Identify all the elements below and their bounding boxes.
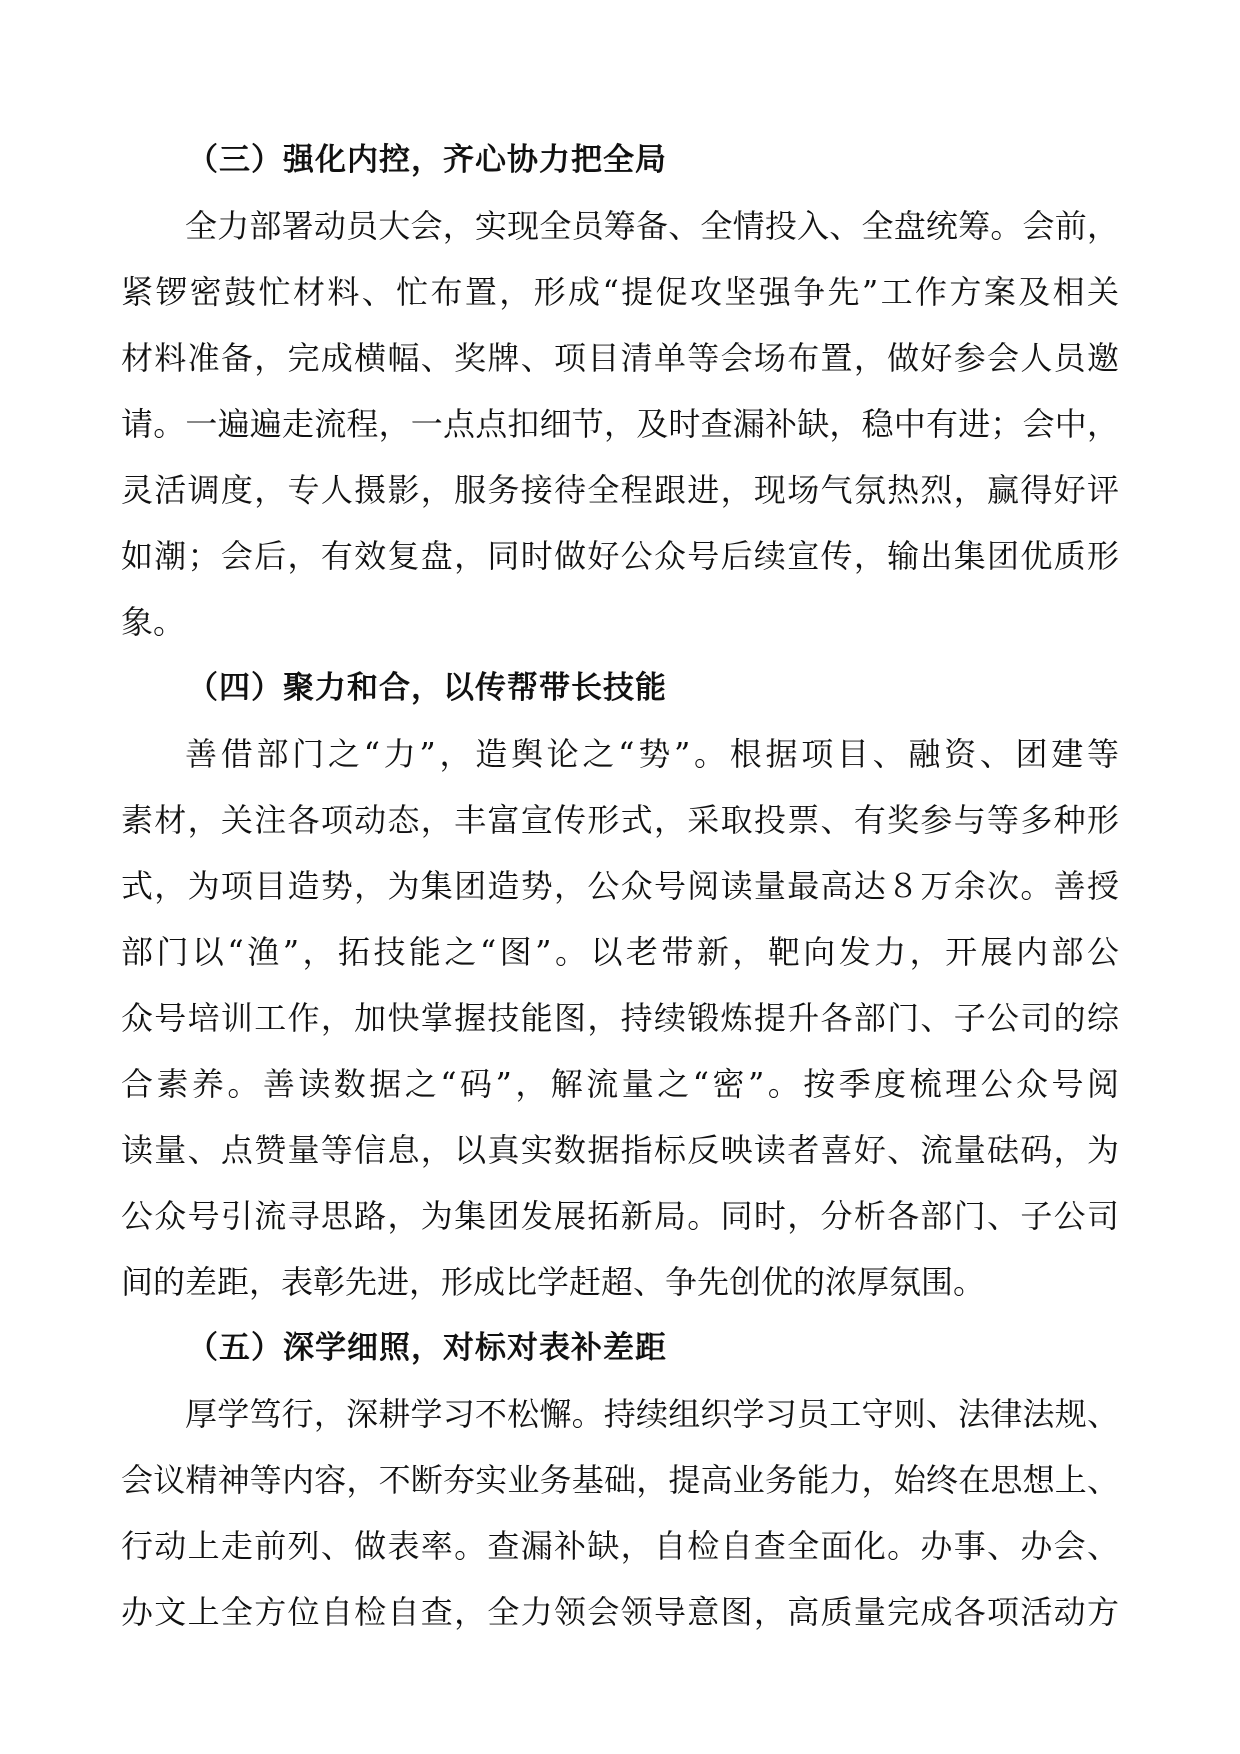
paragraph-line: 象。 xyxy=(121,603,186,641)
paragraph-line: 厚学笃行，深耕学习不松懈。持续组织学习员工守则、法律法规、 xyxy=(185,1395,1119,1433)
paragraph-line: 材料准备，完成横幅、奖牌、项目清单等会场布置，做好参会人员邀 xyxy=(121,339,1119,377)
paragraph-line: 合素养。善读数据之“码”，解流量之“密”。按季度梳理公众号阅 xyxy=(121,1065,1119,1103)
paragraph-line: 如潮；会后，有效复盘，同时做好公众号后续宣传，输出集团优质形 xyxy=(121,537,1119,575)
paragraph-line: 全力部署动员大会，实现全员筹备、全情投入、全盘统筹。会前， xyxy=(185,207,1119,245)
paragraph-line: 众号培训工作，加快掌握技能图，持续锻炼提升各部门、子公司的综 xyxy=(121,999,1119,1037)
section-heading: （四）聚力和合，以传帮带长技能 xyxy=(187,670,667,706)
paragraph-line: 读量、点赞量等信息，以真实数据指标反映读者喜好、流量砝码，为 xyxy=(121,1131,1119,1169)
section-heading: （三）强化内控，齐心协力把全局 xyxy=(187,142,667,178)
paragraph-line: 紧锣密鼓忙材料、忙布置，形成“提促攻坚强争先”工作方案及相关 xyxy=(121,273,1119,311)
paragraph-line: 善借部门之“力”，造舆论之“势”。根据项目、融资、团建等 xyxy=(185,735,1119,773)
paragraph-line: 办文上全方位自检自查，全力领会领导意图，高质量完成各项活动方 xyxy=(121,1593,1119,1631)
paragraph-line: 行动上走前列、做表率。查漏补缺，自检自查全面化。办事、办会、 xyxy=(121,1527,1119,1565)
section-4 xyxy=(121,655,1119,1315)
document-body xyxy=(121,127,1119,1645)
paragraph-line: 请。一遍遍走流程，一点点扣细节，及时查漏补缺，稳中有进；会中， xyxy=(121,405,1119,443)
paragraph-line: 式，为项目造势，为集团造势，公众号阅读量最高达８万余次。善授 xyxy=(121,867,1119,905)
paragraph-line: 素材，关注各项动态，丰富宣传形式，采取投票、有奖参与等多种形 xyxy=(121,801,1119,839)
paragraph-line: 间的差距，表彰先进，形成比学赶超、争先创优的浓厚氛围。 xyxy=(121,1263,986,1301)
paragraph-line: 会议精神等内容，不断夯实业务基础，提高业务能力，始终在思想上、 xyxy=(121,1461,1119,1499)
paragraph-line: 公众号引流寻思路，为集团发展拓新局。同时，分析各部门、子公司 xyxy=(121,1197,1119,1235)
paragraph-line: 部门以“渔”，拓技能之“图”。以老带新，靶向发力，开展内部公 xyxy=(121,933,1119,971)
paragraph-line: 灵活调度，专人摄影，服务接待全程跟进，现场气氛热烈，赢得好评 xyxy=(121,471,1119,509)
section-heading: （五）深学细照，对标对表补差距 xyxy=(187,1330,667,1366)
section-3 xyxy=(121,127,1119,655)
section-5 xyxy=(121,1315,1119,1645)
